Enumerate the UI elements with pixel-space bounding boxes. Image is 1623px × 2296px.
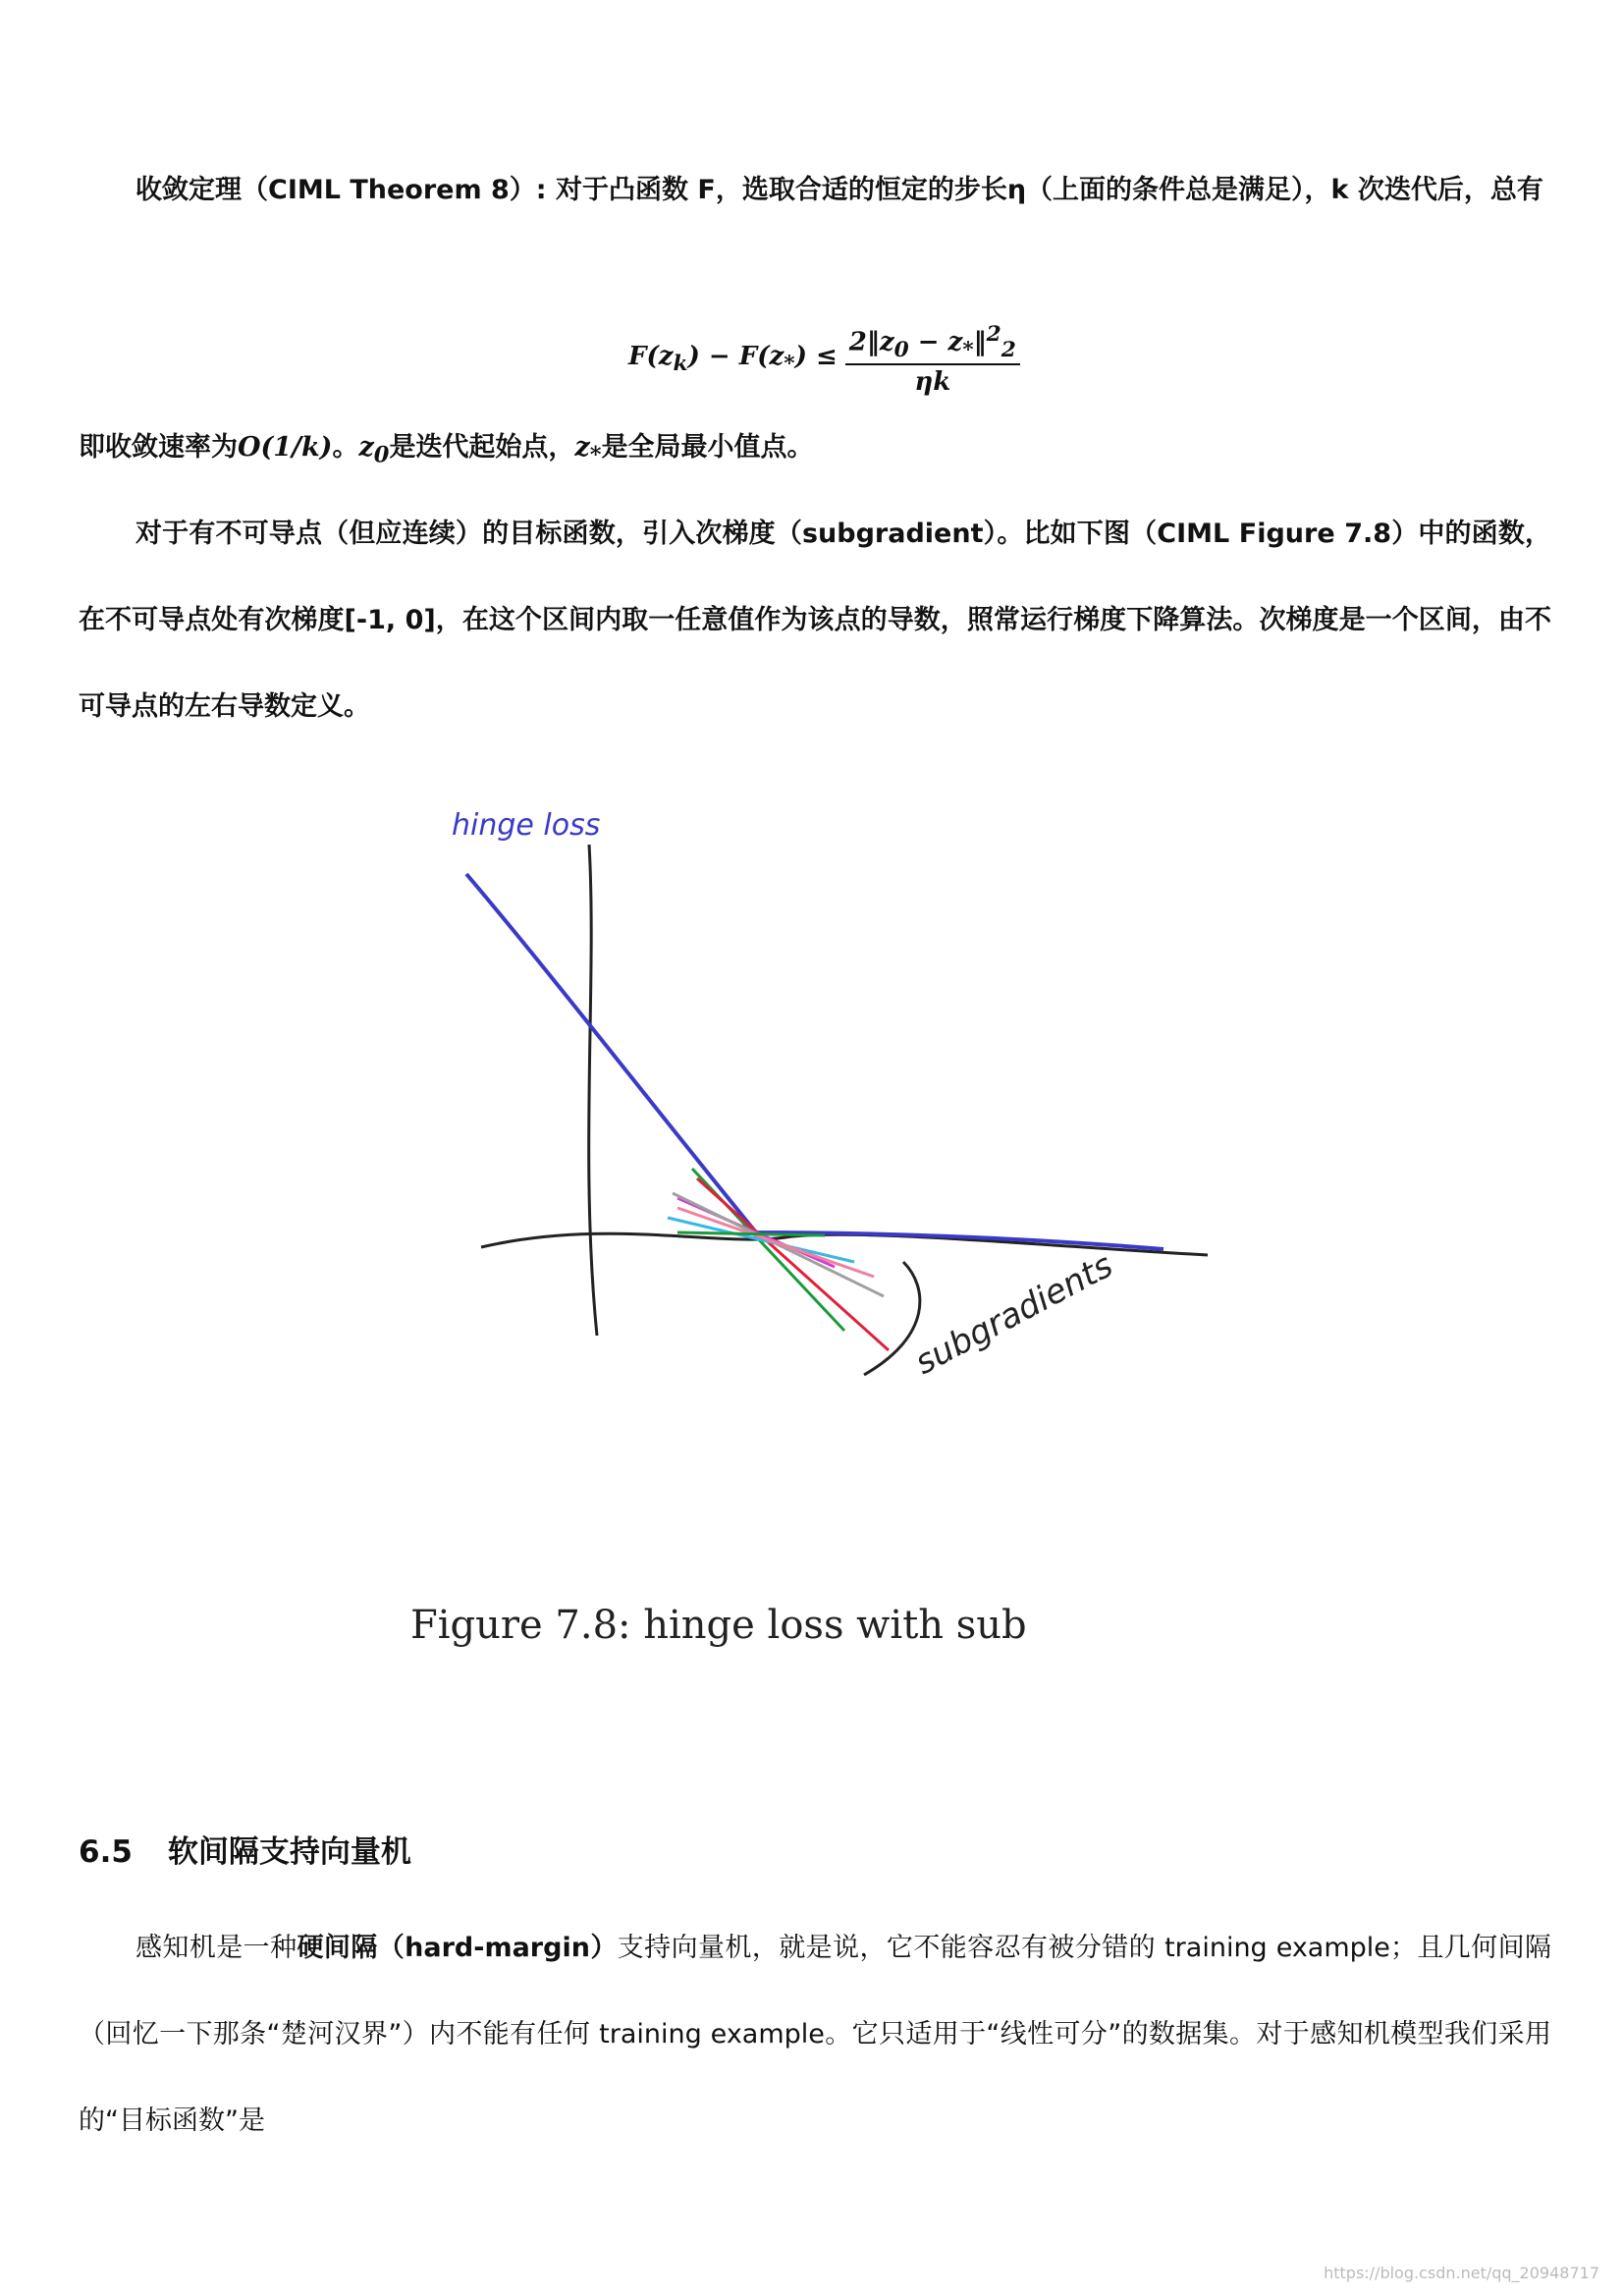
subgradient-paragraph: 对于有不可导点（但应连续）的目标函数，引入次梯度（subgradient）。比如下图（CIML Figure 7.8）中的函数，在不可导点处有次梯度[-1, 0]，在这个区间内取一任意值作为该点的导数，照常运行梯度下降算法。次梯度是一个区间，由不可导点的左右导数定义。: [79, 519, 1551, 722]
convergence-formula: [628, 320, 1021, 399]
watermark: https://blog.csdn.net/qq_20948717: [1324, 2264, 1599, 2282]
figure-caption: Figure 7.8: hinge loss with sub: [410, 1603, 1027, 1648]
section-number: 6.5: [79, 1834, 133, 1870]
z0-math: $z_0$: [358, 432, 390, 468]
formula-denominator: ηk: [914, 367, 951, 398]
convergence-theorem-paragraph: [79, 147, 1551, 234]
formula-numerator: $2‖z_0$ − $z_*‖^2_2$: [845, 322, 1020, 366]
vertical-axis: [589, 845, 597, 1336]
section-heading: [79, 1827, 411, 1871]
subgradient-line-pink: [677, 1208, 874, 1277]
hinge-loss-curve: [466, 874, 1163, 1249]
theorem-text: 收敛定理（CIML Theorem 8）: 对于凸函数 F，选取合适的恒定的步长η（上面的条件总是满足），k 次迭代后，总有: [135, 175, 1543, 205]
formula-lhs: $F(z_k) - F(z_*)$ ≤: [628, 342, 838, 377]
subgradient-line-red: [697, 1178, 889, 1350]
subgradient-line-cyan: [668, 1218, 854, 1262]
convergence-rate-paragraph: 即收敛速率为O(1/k)。$z_0$是迭代起始点，$z_*$是全局最小值点。: [79, 432, 814, 468]
section-title: 软间隔支持向量机: [167, 1834, 411, 1870]
subgradient-line-gray: [673, 1193, 884, 1296]
subgradients-label: subgradients: [908, 1245, 1120, 1383]
hinge-loss-figure: [432, 786, 1237, 1414]
zstar-math: $z_*$: [574, 432, 602, 468]
hard-margin-bold: 硬间隔（hard-margin）: [297, 1933, 618, 1963]
hard-margin-paragraph: 感知机是一种硬间隔（hard-margin）支持向量机，就是说，它不能容忍有被分错的 training example；且几何间隔（回忆一下那条“楚河汉界”）内不能有任何 training example。它只适用于“线性可分”的数据集。对于感知机模型我们采用的“目标函数”是: [79, 1933, 1551, 2136]
rate-math: O(1/k): [238, 432, 333, 463]
formula-fraction: [845, 322, 1020, 398]
hinge-loss-label: hinge loss: [452, 808, 601, 843]
subgradient-bracket: [864, 1262, 920, 1375]
